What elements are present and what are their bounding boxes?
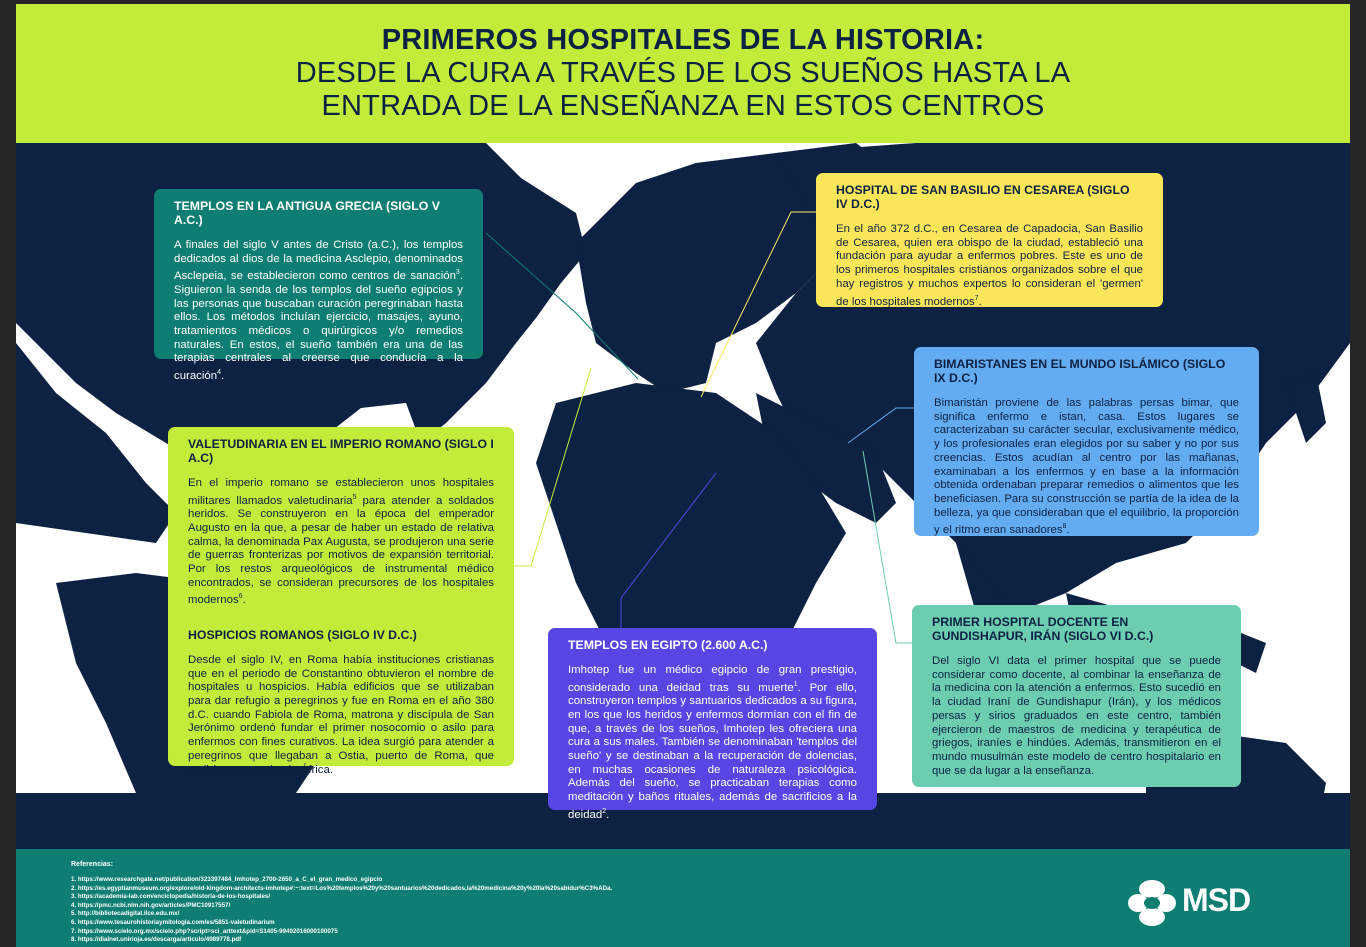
info-box-islam	[914, 347, 1259, 536]
references-list	[71, 876, 612, 945]
reference-item[interactable]: 4. https://pmc.ncbi.nlm.nih.gov/articles/PMC10917557/	[71, 901, 231, 909]
subtitle-line-2: ENTRADA DE LA ENSEÑANZA EN ESTOS CENTROS	[321, 90, 1045, 122]
page-title	[16, 4, 1350, 123]
info-box-egypt	[548, 628, 877, 821]
msd-logo	[1128, 879, 1258, 927]
reference-item[interactable]: 1. https://www.researchgate.net/publication/323397484_Imhotep_2700-2650_a_C_el_gran_medico_egipcio	[71, 876, 383, 883]
msd-logo-icon	[1128, 879, 1178, 927]
poster	[16, 4, 1350, 947]
box-title: VALETUDINARIA EN EL IMPERIO ROMANO (SIGLO I A.C)	[188, 437, 494, 465]
box-text: Imhotep fue un médico egipcio de gran prestigio, considerado una deidad tras su muerte$^1$. Por ello, construyeron templos y santuarios dedicados a su figura, en los que los heridos y enfermos dormían con el fin de que, a través de los sueños, Imhotep les ofreciera una cura a sus males. También se denominaban 'templos del sueño' y se destinaban a la recuperación de dolencias, en muchas ocasiones de naturaleza psicológica. Además del sueño, se practicaban terapias como meditación y baños rituales, además de sacrificios a la deidad$^2$.	[568, 664, 857, 821]
info-box-roman	[168, 427, 514, 776]
box-title: TEMPLOS EN EGIPTO (2.600 A.C.)	[568, 638, 768, 652]
header-banner	[16, 4, 1350, 143]
box-title: PRIMER HOSPITAL DOCENTE EN GUNDISHAPUR, IRÁN (SIGLO VI D.C.)	[932, 615, 1154, 643]
reference-item[interactable]: 3. https://academia-lab.com/enciclopedia/historia-de-los-hospitales/	[71, 893, 271, 901]
references-title: Referencias:	[71, 861, 114, 868]
box-title-hospicios: HOSPICIOS ROMANOS (SIGLO IV D.C.)	[188, 627, 417, 642]
info-box-basilio	[816, 173, 1163, 307]
box-text: En el imperio romano se establecieron unos hospitales militares llamados valetudinaria$^5$ para atender a soldados heridos. Se construyeron en la época del emperador Augusto en la que, a pesar de haber un estado de relativa calma, la denominada Pax Augusta, se produjeron una serie de guerras fronterizas por motivos de expansión territorial. Por los restos arqueológicos de instrumental médico encontrados, se consideran precursores de los hospitales modernos$^6$.	[188, 477, 494, 607]
reference-item[interactable]: 7. https://www.scielo.org.mx/scielo.php?script=sci_arttext&pid=S1405-99402016000100075	[71, 927, 338, 935]
footer	[16, 849, 1350, 947]
reference-item[interactable]: 6. https://www.tesaurohistoriaymitologia.com/es/5851-valetudinarium	[71, 918, 275, 926]
box-title: HOSPITAL DE SAN BASILIO EN CESAREA (SIGLO IV D.C.)	[836, 183, 1130, 211]
box-title: TEMPLOS EN LA ANTIGUA GRECIA (SIGLO V A.C.)	[174, 199, 440, 227]
box-text: A finales del siglo V antes de Cristo (a.C.), los templos dedicados al dios de la medicina Asclepio, denominados Asclepeia, se establecieron como centros de sanación$^3$. Siguieron la senda de los templos del sueño egipcios y las personas que buscaban curación peregrinaban hasta ellos. Los métodos incluían ejercicio, masajes, ayuno, tratamientos médicos o quirúrgicos y/o remedios naturales. En estos, el sueño también era una de las terapias centrales al creerse que conducía a la curación$^4$.	[174, 239, 463, 382]
reference-item[interactable]: 5. http://bibliotecadigital.ilce.edu.mx/	[71, 910, 180, 918]
box-text: Bimaristán proviene de las palabras persas bimar, que significa enfermo e istan, casa. Estos lugares se caracterizaban su carácter secular, exclusivamente médico, y los profesionales eran elegidos por su saber y no por sus creencias. Estos acudían al centro por las mañanas, examinaban a los enfermos y en base a la información obtenida ordenaban preparar remedios o alimentos que les beneficiasen. Para su construcción se partía de la idea de la belleza, ya que consideraban que el equilibrio, la proporción y el ritmo eran sanadores$^8$.	[934, 397, 1239, 537]
box-text: Del siglo VI data el primer hospital que se puede considerar como docente, al combinar la enseñanza de la medicina con la atención a enfermos. Esto sucedió en la ciudad Iraní de Gundishapur (Irán), y los médicos persas y sirios graduados en este centro, también ejercieron de maestros de medicina y terapéutica de griegos, iraníes e hindúes. Además, transmitieron en el mundo musulmán este modelo de centro hospitalario en que se da lugar a la enseñanza.	[932, 655, 1221, 777]
msd-logo-text: MSD	[1182, 882, 1251, 918]
title-line: PRIMEROS HOSPITALES DE LA HISTORIA:	[381, 24, 985, 56]
box-text: En el año 372 d.C., en Cesarea de Capadocia, San Basilio de Cesarea, quien era obispo de la ciudad, estableció una fundación para ayudar a enfermos pobres. Este es uno de los primeros hospitales cristianos organizados sobre el que hay registros y muchos expertos lo consideran el 'germen' de los hospitales modernos$^7$.	[836, 223, 1143, 308]
subtitle-line-1: DESDE LA CURA A TRAVÉS DE LOS SUEÑOS HASTA LA	[295, 57, 1071, 89]
reference-item[interactable]: 8. https://dialnet.unirioja.es/descarga/articulo/4989778.pdf	[71, 936, 242, 944]
box-text-hospicios: Desde el siglo IV, en Roma había instituciones cristianas que en el periodo de Constantino obtuvieron el nombre de hospitales u hospicios. Había edificios que se utilizaban para dar refugio a peregrinos y fue en Roma en el año 380 d.C. cuando Fabiola de Roma, matrona y discípula de San Jerónimo ordenó fundar el primer nosocomio o asilo para enfermos con fines curativos. La idea surgió para atender a peregrinos que llegaban a Ostia, puerto de Roma, que recibía a gente desde África.	[188, 653, 494, 776]
info-box-greece	[154, 189, 483, 382]
info-box-gundishapur	[912, 605, 1241, 787]
box-title: BIMARISTANES EN EL MUNDO ISLÁMICO (SIGLO IX D.C.)	[934, 357, 1226, 385]
reference-item[interactable]: 2. https://es.egyptianmuseum.org/explore/old-kingdom-architects-imhotep#:~:text=Los%20templos%20y%20santuarios%20dedicados,la%20medicina%20y%20la%20sabidur%C3%ADa.	[71, 884, 613, 892]
